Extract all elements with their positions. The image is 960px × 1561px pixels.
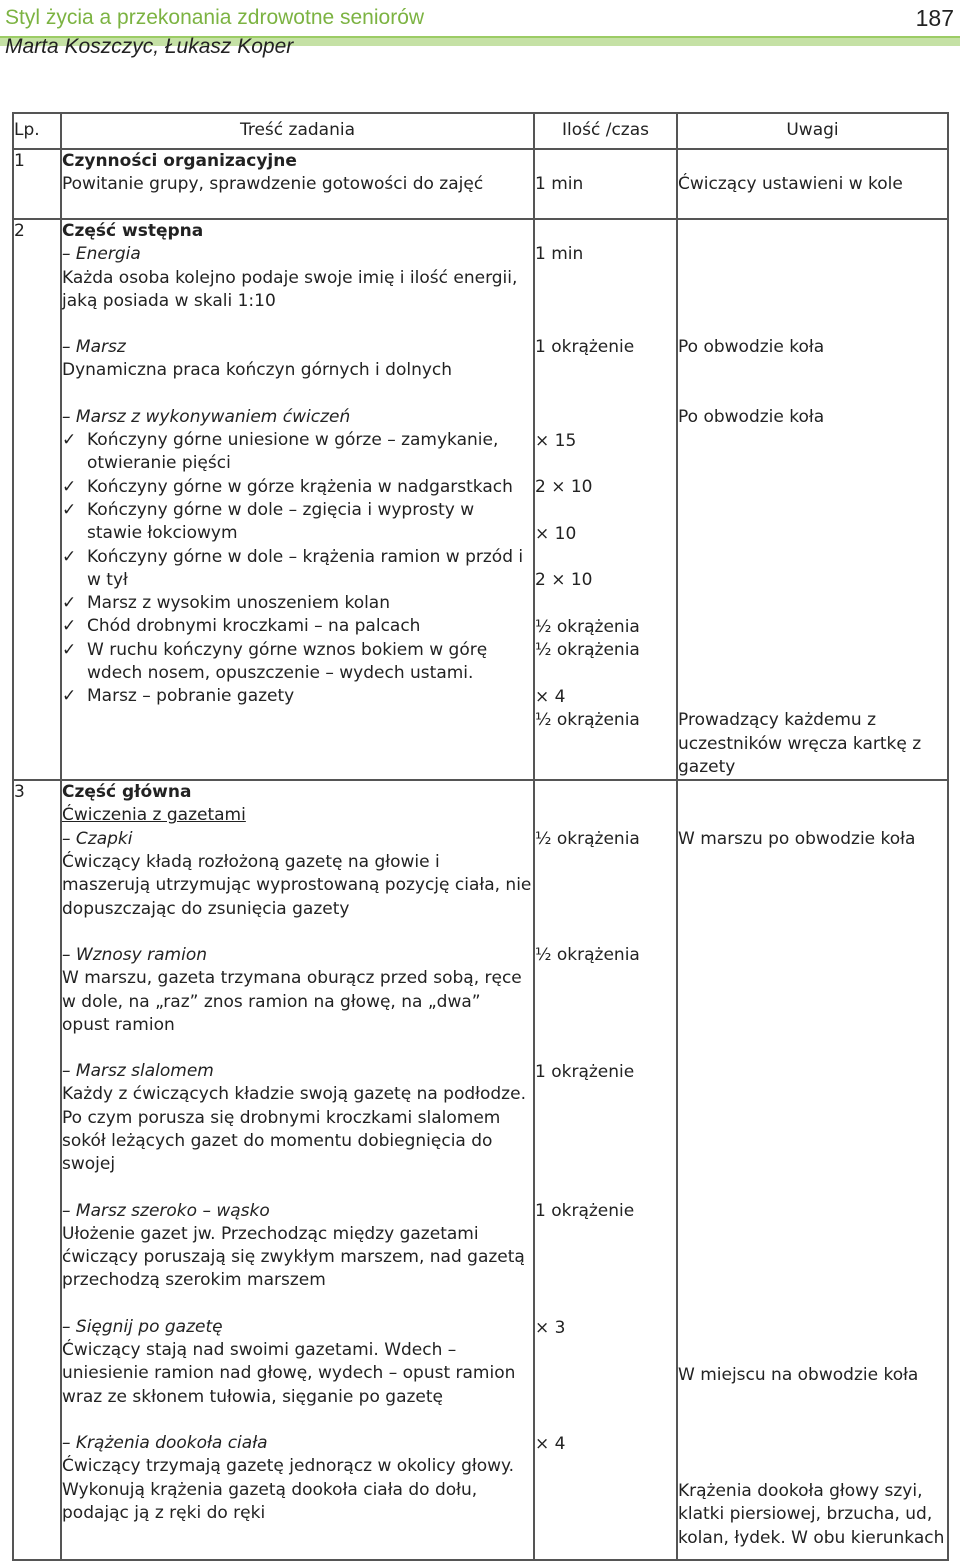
exercise-description: Ułożenie gazet jw. Przechodząc między gazetami ćwiczący poruszają się zwykłym marszem, nad gazetą przechodzą szerokim marszem [62,1223,525,1291]
notes-value: Po obwodzie koła [678,337,825,358]
notes-value: W miejscu na obwodzie koła [678,1364,919,1385]
exercise-title: – Wznosy ramion [62,944,207,965]
section-heading: Część główna [62,782,192,803]
notes-cell [677,219,948,780]
quantity-value: 2 × 10 [535,477,593,498]
exercise-title: – Czapki [62,828,133,849]
notes-value: W marszu po obwodzie koła [678,828,916,849]
checkmark-icon: ✓ [62,476,77,497]
exercise-title: – Energia [62,244,141,265]
running-title: Styl życia a przekonania zdrowotne seniorów [5,6,425,29]
exercise-title: – Marsz z wykonywaniem ćwiczeń [62,406,351,427]
checklist-item: ✓ Marsz z wysokim unoszeniem kolan [62,592,533,615]
checklist-item: ✓ W ruchu kończyny górne wznos bokiem w górę wdech nosem, opuszczenie – wydech ustami. [62,639,488,684]
notes-value: Ćwiczący ustawieni w kole [678,174,903,195]
exercise-description: Ćwiczący trzymają gazetę jednorącz w okolicy głowy. Wykonują krążenia gazetą dookoła ciała do dołu, podając ją z ręki do ręki [62,1456,515,1523]
table-row [13,149,948,219]
notes-value: Krążenia dookoła głowy szyi, klatki piersiowej, brzucha, ud, kolan, łydek. W obu kierunkach [678,1481,945,1548]
exercise-title: – Krążenia dookoła ciała [62,1432,268,1453]
running-authors: Marta Koszczyc, Łukasz Koper [5,35,294,58]
exercise-description: Ćwiczący stają nad swoimi gazetami. Wdech – uniesienie ramion nad głowę, wydech – opust ramion wraz ze skłonem tułowia, sięganie po gazetę [62,1340,516,1407]
quantity-cell [534,149,677,219]
quantity-value: 2 × 10 [535,570,593,591]
quantity-value: × 10 [535,523,577,544]
quantity-value: 1 okrążenie [535,1201,635,1222]
notes-cell [677,780,948,1560]
quantity-cell [534,780,677,1560]
page-number: 187 [915,5,954,31]
notes-value: Po obwodzie koła [678,407,825,428]
notes-cell [677,149,948,219]
checkmark-icon: ✓ [62,430,77,451]
column-header-notes: Uwagi [677,113,948,149]
checklist-item: ✓ Kończyny górne w dole – krążenia ramion w przód i w tył [62,546,524,590]
row-number: 1 [13,149,61,219]
exercise-marsz-cwiczenia [62,406,533,709]
quantity-value: 1 okrążenie [535,1061,635,1082]
quantity-value: × 4 [535,686,566,707]
exercise-title: – Sięgnij po gazetę [62,1316,223,1337]
exercise-wznosy-ramion [62,944,533,1037]
checkmark-icon: ✓ [62,499,77,520]
exercise-plan-table [12,112,949,1561]
quantity-value: ½ okrążenia [535,828,640,849]
checklist-item: ✓ Kończyny górne uniesione w górze – zamykanie, otwieranie pięści [62,430,499,474]
checkmark-icon: ✓ [62,593,77,614]
exercise-energia [62,243,533,313]
quantity-value: ½ okrążenia [535,710,640,731]
row-number: 3 [13,780,61,1560]
page-header [0,0,960,62]
checkmark-icon: ✓ [62,686,77,707]
section-subheading: Ćwiczenia z gazetami [62,805,246,826]
exercise-krazenia-dookola-ciala [62,1432,533,1525]
task-text: Powitanie grupy, sprawdzenie gotowości do zajęć [62,174,484,195]
quantity-value: × 3 [535,1317,566,1338]
quantity-value: 1 min [535,244,584,265]
task-cell [61,219,534,780]
exercise-title: – Marsz [62,337,126,358]
task-cell [61,780,534,1560]
checkmark-icon: ✓ [62,639,77,660]
table-row [13,219,948,780]
exercise-title: – Marsz szeroko – wąsko [62,1200,270,1221]
exercise-description: Każda osoba kolejno podaje swoje imię i ilość energii, jaką posiada w skali 1:10 [62,267,518,311]
checklist-item: ✓ Kończyny górne w górze krążenia w nadgarstkach [62,476,533,499]
quantity-value: 1 min [535,174,584,195]
quantity-value: ½ okrążenia [535,617,640,638]
quantity-value: × 15 [535,430,577,451]
exercise-description: Ćwiczący kładą rozłożoną gazetę na głowie i maszerują utrzymując wyprostowaną pozycję ciała, nie dopuszczając do zsunięcia gazety [62,852,532,919]
quantity-value: ½ okrążenia [535,945,640,966]
quantity-value: × 4 [535,1434,566,1455]
quantity-value: ½ okrążenia [535,640,640,661]
quantity-value: 1 okrążenie [535,337,635,358]
checkmark-icon: ✓ [62,546,77,567]
table-header-row [13,113,948,149]
exercise-description: W marszu, gazeta trzymana oburącz przed sobą, ręce w dole, na „raz” znos ramion na głowę, na „dwa” opust ramion [62,968,522,1035]
exercise-marsz-szeroko-wasko [62,1200,533,1293]
checklist-item: ✓ Kończyny górne w dole – zgięcia i wyprosty w stawie łokciowym [62,499,475,544]
checklist-item: ✓ Marsz – pobranie gazety [62,685,533,708]
exercise-marsz-slalomem [62,1060,533,1176]
checkmark-icon: ✓ [62,616,77,637]
exercise-title: – Marsz slalomem [62,1061,214,1082]
column-header-lp: Lp. [13,113,61,149]
exercise-siegnij-po-gazete [62,1316,533,1409]
section-heading: Część wstępna [62,221,204,241]
checklist-item: ✓ Chód drobnymi kroczkami – na palcach [62,615,533,638]
row-number: 2 [13,219,61,780]
exercise-description: Dynamiczna praca kończyn górnych i dolnych [62,360,453,381]
column-header-quantity: Ilość /czas [534,113,677,149]
notes-value: Prowadzący każdemu z uczestników wręcza kartkę z gazety [678,710,922,777]
column-header-task: Treść zadania [61,113,534,149]
quantity-cell [534,219,677,780]
exercise-czapki [62,828,533,921]
task-cell [61,149,534,219]
table-row [13,780,948,1560]
exercise-marsz [62,336,533,383]
exercise-description: Każdy z ćwiczących kładzie swoją gazetę na podłodze. Po czym porusza się drobnymi kroczkami slalomem sokół leżących gazet do momentu dobiegnięcia do swojej [62,1084,526,1175]
section-heading: Czynności organizacyjne [62,151,297,171]
